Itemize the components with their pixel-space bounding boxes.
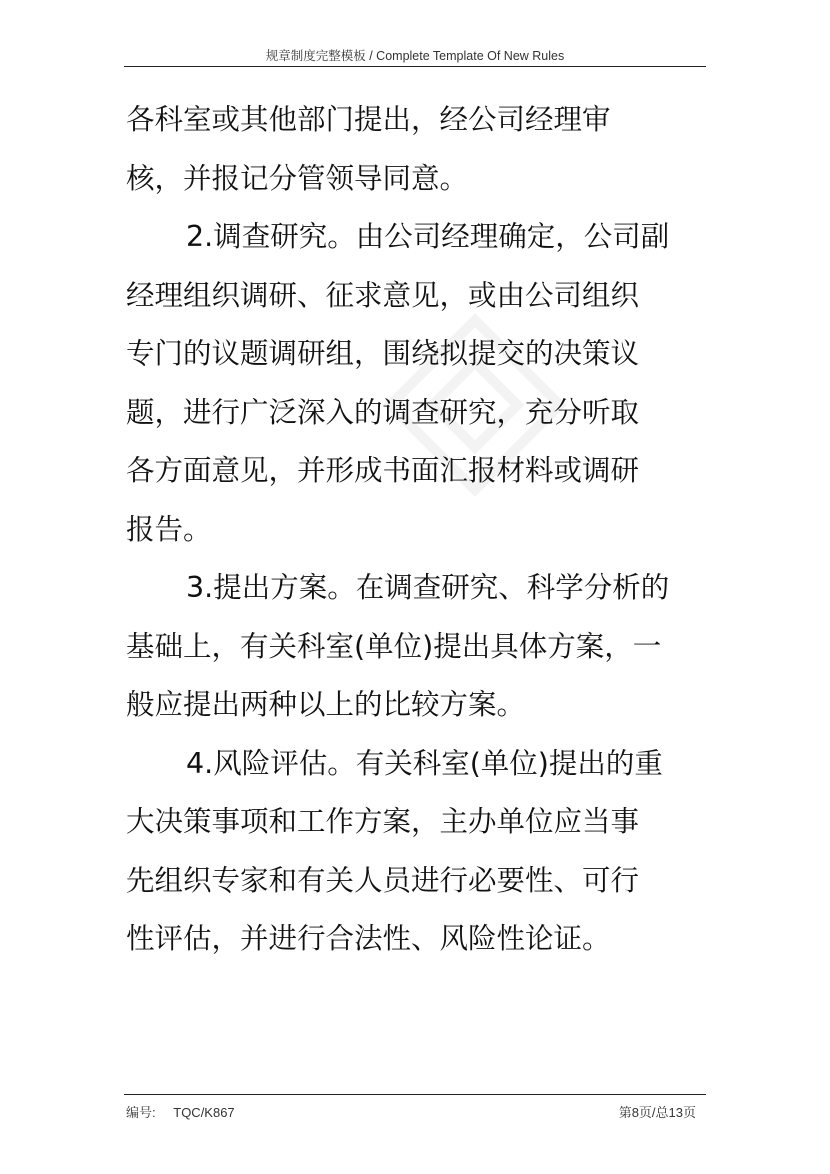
page-number: 第8页/总13页 xyxy=(618,1105,696,1120)
page-header: 规章制度完整模板 / Complete Template Of New Rules xyxy=(265,49,565,63)
body-line: 性评估，并进行合法性、风险性论证。 xyxy=(126,922,611,955)
body-line: 经理组织调研、征求意见，或由公司组织 xyxy=(126,278,640,312)
body-line: 先组织专家和有关人员进行必要性、可行 xyxy=(126,863,640,897)
body-line: 各方面意见，并形成书面汇报材料或调研 xyxy=(126,454,640,487)
body-line: 3.提出方案。在调查研究、科学分析的 xyxy=(186,571,670,604)
body-line: 大决策事项和工作方案，主办单位应当事 xyxy=(126,805,640,838)
body-line: 般应提出两种以上的比较方案。 xyxy=(126,688,526,721)
code-value: TQC/K867 xyxy=(173,1105,235,1120)
document-code xyxy=(126,1102,235,1121)
document-body xyxy=(126,91,716,969)
body-line: 2.调查研究。由公司经理确定，公司副 xyxy=(186,220,670,253)
body-line: 4.风险评估。有关科室(单位)提出的重 xyxy=(186,746,663,780)
header-rule xyxy=(124,66,706,67)
body-line: 基础上，有关科室(单位)提出具体方案，一 xyxy=(126,629,662,663)
footer-rule xyxy=(124,1094,706,1095)
code-label: 编号: xyxy=(126,1105,156,1120)
body-line: 题，进行广泛深入的调查研究，充分听取 xyxy=(126,395,640,429)
body-line: 核，并报记分管领导同意。 xyxy=(126,161,469,195)
page-footer xyxy=(126,1102,696,1121)
body-line: 报告。 xyxy=(126,512,212,546)
body-line: 各科室或其他部门提出，经公司经理审 xyxy=(126,103,611,136)
body-line: 专门的议题调研组，围绕拟提交的决策议 xyxy=(126,337,640,370)
